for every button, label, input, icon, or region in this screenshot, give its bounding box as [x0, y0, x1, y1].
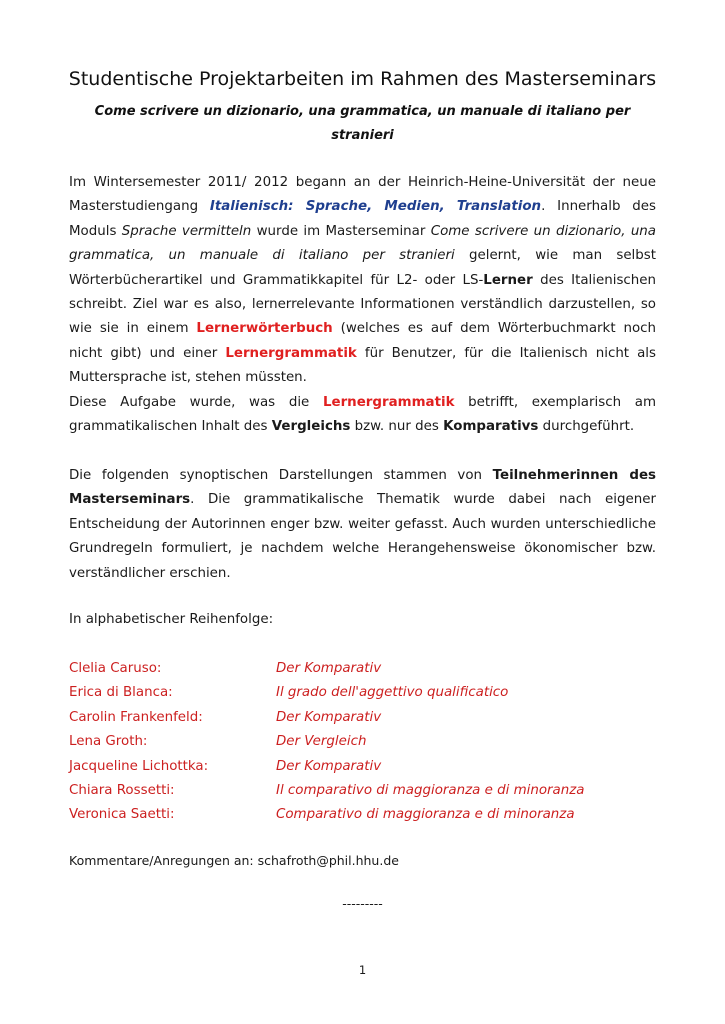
vergleichs-term: Vergleichs	[271, 419, 351, 435]
document-title: Studentische Projektarbeiten im Rahmen des Masterseminars	[68, 68, 657, 90]
participants-term: Teilnehmerinnen des Masterseminars	[69, 468, 656, 508]
text-span: durchgeführt.	[538, 419, 635, 435]
separator: ---------	[342, 896, 383, 911]
lernergrammatik-term: Lernergrammatik	[322, 394, 455, 410]
text-span: Die folgenden synoptischen Darstellungen stammen von	[69, 468, 493, 483]
author-name: Chiara Rossetti:	[69, 783, 175, 799]
author-name: Carolin Frankenfeld:	[69, 709, 203, 725]
lerner-term: Lerner	[483, 272, 533, 288]
text-span: wurde im Masterseminar	[251, 223, 431, 239]
program-name: Italienisch: Sprache, Medien, Translation	[209, 199, 542, 215]
list-item	[69, 779, 656, 803]
text-span: Im Wintersemester 2011/ 2012 begann an der Heinrich-Heine-Universität der neue Masterstudiengang	[69, 175, 656, 215]
text-span: bzw. nur des	[350, 419, 444, 435]
list-intro: In alphabetischer Reihenfolge:	[69, 612, 274, 627]
author-topic: Il grado dell'aggettivo qualificatico	[276, 685, 509, 701]
list-item	[69, 730, 656, 754]
list-item	[69, 755, 656, 779]
page-number: 1	[358, 963, 367, 977]
text-span: . Innerhalb des Moduls	[69, 199, 656, 239]
seminar-name: Come scrivere un dizionario, una grammatica, un manuale di italiano per stranieri	[69, 223, 657, 264]
text-span: . Die grammatikalische Thematik wurde dabei nach eigener Entscheidung der Autorinnen enger bzw. weiter gefasst. Auch wurden unterschiedliche Grundregeln formuliert, je nachdem welche Herangehensweise ökonomischer bzw. verständlicher erschien.	[69, 492, 656, 581]
author-topic: Der Vergleich	[276, 734, 367, 750]
participants-paragraph	[69, 464, 656, 586]
text-span: (welches es auf dem Wörterbuchmarkt noch nicht gibt) und einer	[69, 321, 656, 361]
lernerwoerterbuch-term: Lernerwörterbuch	[196, 321, 333, 337]
lernergrammatik-term: Lernergrammatik	[225, 345, 357, 361]
author-topic: Comparativo di maggioranza e di minoranza	[276, 807, 575, 823]
text-span: betrifft, exemplarisch am grammatikalischen Inhalt des	[69, 394, 656, 435]
author-topic: Der Komparativ	[276, 758, 382, 774]
module-name: Sprache vermitteln	[121, 223, 252, 239]
intro-paragraph	[69, 171, 656, 439]
text-span: Diese Aufgabe wurde, was die	[69, 394, 323, 410]
document-subtitle: Come scrivere un dizionario, una grammatica, un manuale di italiano per stranieri	[94, 104, 631, 143]
author-topic: Il comparativo di maggioranza e di minoranza	[276, 783, 585, 799]
list-item	[69, 803, 656, 827]
author-name: Jacqueline Lichottka:	[69, 758, 209, 774]
author-name: Veronica Saetti:	[69, 807, 175, 823]
contact-line: Kommentare/Anregungen an: schafroth@phil.hhu.de	[69, 853, 399, 868]
komparativs-term: Komparativs	[443, 419, 539, 435]
author-name: Erica di Blanca:	[69, 685, 173, 701]
list-item	[69, 681, 656, 705]
author-list	[69, 657, 656, 828]
author-name: Clelia Caruso:	[69, 661, 162, 676]
list-item	[69, 706, 656, 730]
text-span: für Benutzer, für die Italienisch nicht als Muttersprache ist, stehen müssten.	[69, 345, 656, 386]
list-item	[69, 657, 656, 681]
author-name: Lena Groth:	[69, 734, 148, 750]
author-topic: Der Komparativ	[276, 709, 382, 725]
text-span: des Italienischen schreibt. Ziel war es also, lernerrelevante Informationen verständlich darzustellen, so wie sie in einem	[69, 272, 656, 337]
text-span: gelernt, wie man selbst Wörterbücherartikel und Grammatikkapitel für L2- oder LS-	[69, 248, 656, 288]
author-topic: Der Komparativ	[276, 661, 382, 676]
